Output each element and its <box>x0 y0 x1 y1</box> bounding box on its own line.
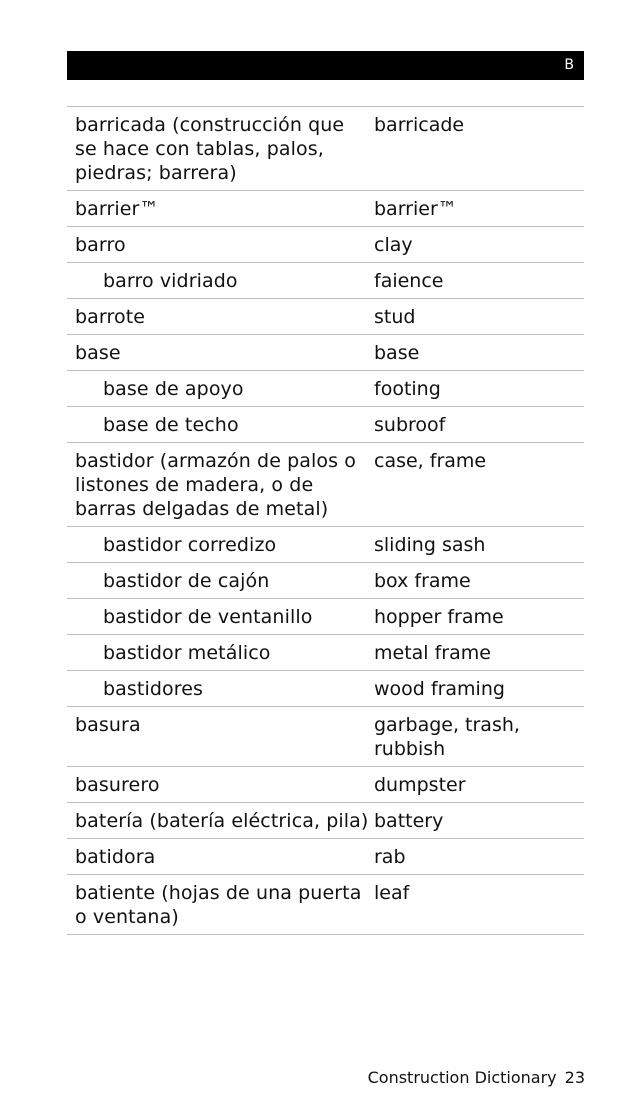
english-term: leaf <box>374 882 410 904</box>
dictionary-entry-row <box>67 107 584 191</box>
dictionary-entry-row <box>67 767 584 803</box>
dictionary-entry-row <box>67 191 584 227</box>
section-letter: B <box>564 57 574 73</box>
english-term: case, frame <box>374 450 487 472</box>
english-term: garbage, trash, rubbish <box>374 714 520 760</box>
dictionary-entry-row <box>67 803 584 839</box>
dictionary-subentry-row <box>67 599 584 635</box>
english-term: faience <box>374 270 444 292</box>
dictionary-subentry-row <box>67 671 584 707</box>
dictionary-entry-row <box>67 299 584 335</box>
dictionary-entry-row <box>67 875 584 935</box>
spanish-term: barrier™ <box>75 198 159 220</box>
english-term: footing <box>374 378 441 400</box>
english-term: barrier™ <box>374 198 457 220</box>
spanish-term: base de techo <box>103 414 239 436</box>
section-header-bar <box>67 51 584 80</box>
english-term: barricade <box>374 114 465 136</box>
english-term: stud <box>374 306 416 328</box>
spanish-term: bastidor (armazón de palos o listones de madera, o de barras delgadas de metal) <box>75 450 356 520</box>
spanish-term: bastidor corredizo <box>103 534 277 556</box>
spanish-term: bastidor metálico <box>103 642 271 664</box>
dictionary-entry-row <box>67 335 584 371</box>
spanish-term: base <box>75 342 121 364</box>
dictionary-table <box>67 106 584 935</box>
spanish-term: barrote <box>75 306 146 328</box>
dictionary-entry-row <box>67 443 584 527</box>
page-number: 23 <box>564 1068 585 1087</box>
page-footer <box>368 1068 585 1088</box>
spanish-term: bastidores <box>103 678 203 700</box>
spanish-term: basurero <box>75 774 160 796</box>
dictionary-entry-row <box>67 707 584 767</box>
english-term: base <box>374 342 420 364</box>
dictionary-subentry-row <box>67 263 584 299</box>
spanish-term: bastidor de ventanillo <box>103 606 313 628</box>
spanish-term: bastidor de cajón <box>103 570 270 592</box>
english-term: metal frame <box>374 642 491 664</box>
english-term: sliding sash <box>374 534 486 556</box>
spanish-term: base de apoyo <box>103 378 244 400</box>
english-term: battery <box>374 810 444 832</box>
english-term: box frame <box>374 570 471 592</box>
spanish-term: barricada (construcción que se hace con tablas, palos, piedras; barrera) <box>75 114 345 184</box>
dictionary-subentry-row <box>67 527 584 563</box>
dictionary-subentry-row <box>67 563 584 599</box>
spanish-term: batería (batería eléctrica, pila) <box>75 810 369 832</box>
dictionary-entry-row <box>67 227 584 263</box>
english-term: rab <box>374 846 406 868</box>
spanish-term: barro vidriado <box>103 270 238 292</box>
dictionary-entry-row <box>67 839 584 875</box>
spanish-term: batidora <box>75 846 156 868</box>
english-term: dumpster <box>374 774 466 796</box>
dictionary-subentry-row <box>67 407 584 443</box>
english-term: wood framing <box>374 678 505 700</box>
english-term: hopper frame <box>374 606 504 628</box>
dictionary-subentry-row <box>67 371 584 407</box>
english-term: subroof <box>374 414 446 436</box>
footer-title: Construction Dictionary <box>367 1068 557 1087</box>
english-term: clay <box>374 234 413 256</box>
dictionary-subentry-row <box>67 635 584 671</box>
spanish-term: basura <box>75 714 141 736</box>
spanish-term: barro <box>75 234 126 256</box>
spanish-term: batiente (hojas de una puerta o ventana) <box>75 882 362 928</box>
